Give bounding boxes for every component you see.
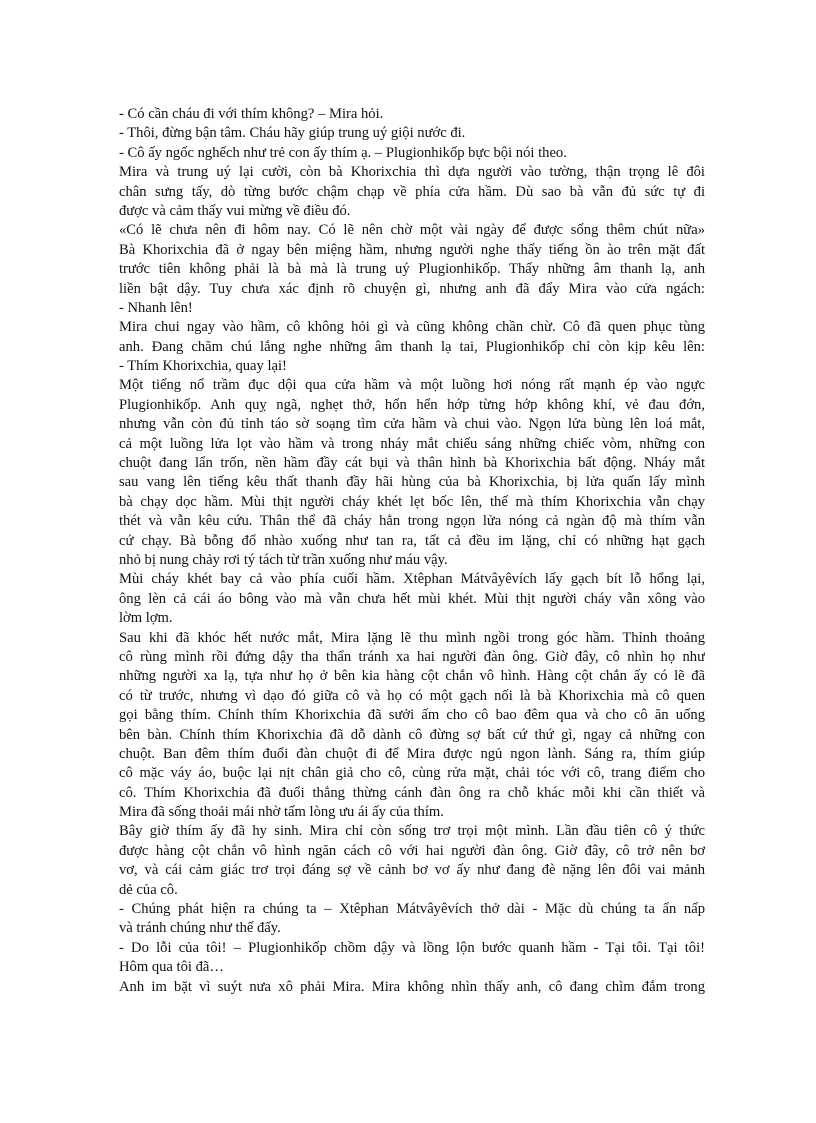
text-line: cả một luồng lửa lọt vào hầm và trong nháy mắt chiếu sáng những chiếc vòm, những con	[119, 435, 705, 452]
text-line: có từ trước, nhưng vì dạo đó giữa cô và họ có một gạch nối là bà Khorixchia mà cô quen	[119, 687, 705, 704]
text-line: lờm lợm.	[119, 610, 173, 627]
text-line: - Có cần cháu đi với thím không? – Mira hỏi.	[119, 106, 384, 122]
text-line: Hôm qua tôi đã…	[119, 959, 224, 976]
text-line: nhỏ bị nung chảy rơi tý tách từ trần xuống như máu vậy.	[119, 551, 448, 568]
text-line: - Cô ấy ngốc nghếch như trẻ con ấy thím ạ. – Plugionhikốp bực bội nói theo.	[119, 144, 567, 161]
text-line: cô rùng mình rồi đứng dậy tha thẩn tránh xa hai người đàn ông. Giờ đây, cô nhìn họ như	[119, 648, 705, 665]
text-line: Bây giờ thím ấy đã hy sinh. Mira chỉ còn sống trơ trọi một mình. Lần đầu tiên cô ý thức	[119, 823, 705, 840]
text-line: vơ, và cái cảm giác trơ trọi đáng sợ về cảnh bơ vơ ấy như đang đè nặng lên đôi vai mảnh	[119, 862, 705, 879]
text-line: chuột đang lẩn trốn, nền hầm đầy cát bụi và thân hình bà Khorixchia bất động. Nháy mắt	[119, 455, 705, 472]
text-line: Mira và trung uý lại cười, còn bà Khorixchia thì dựa người vào tường, thận trọng lê đôi	[119, 164, 705, 181]
text-line: - Nhanh lên!	[119, 299, 193, 316]
text-line: thét và vẫn kêu cứu. Thân thể đã cháy hẳn trong ngọn lửa nóng cả ngàn độ mà thím vẫn	[119, 513, 705, 530]
text-line: được hàng cột chắn vô hình ngăn cách cô với hai người đàn ông. Giờ đây, cô trở nên bơ	[119, 842, 705, 859]
text-line: Plugionhikốp. Anh quỵ ngã, nghẹt thở, hổn hển hớp từng hớp không khí, vẻ đau đớn,	[119, 396, 705, 413]
text-line: Một tiếng nổ trầm đục dội qua cửa hầm và một luồng hơi nóng rất mạnh ép vào ngực	[119, 377, 705, 394]
text-line: và tránh chúng như thế đấy.	[119, 920, 281, 937]
text-line: gọi bằng thím. Chính thím Khorixchia đã sưởi ấm cho cô bao đêm qua và cho cô ăn uống	[119, 707, 705, 724]
text-line: anh. Đang chăm chú lắng nghe những âm thanh lạ tai, Plugionhikốp chỉ còn kịp kêu lên:	[119, 338, 705, 355]
text-line: - Do lỗi của tôi! – Plugionhikốp chồm dậy và lồng lộn bước quanh hầm - Tại tôi. Tại tôi!	[119, 939, 705, 956]
document-body	[119, 105, 705, 997]
text-line: bà chạy dọc hầm. Mùi thịt người cháy khét lẹt bốc lên, thế mà thím Khorixchia vẫn chạy	[119, 493, 705, 510]
text-line: được và cảm thấy vui mừng về điều đó.	[119, 202, 351, 219]
text-line: - Chúng phát hiện ra chúng ta – Xtêphan Mátvâyêvích thở dài - Mặc dù chúng ta ẩn nấp	[119, 901, 705, 918]
text-line: chuột. Ban đêm thím đuổi đàn chuột đi để Mira được ngủ ngon lành. Sáng ra, thím giúp	[119, 745, 705, 762]
text-line: nhưng vẫn còn đủ tỉnh táo sờ soạng tìm cửa hầm và chui vào. Ngọn lửa bùng lên loá mắt,	[119, 416, 705, 433]
text-line: dẻ của cô.	[119, 881, 178, 898]
text-line: Sau khi đã khóc hết nước mắt, Mira lặng lẽ thu mình ngồi trong góc hầm. Thỉnh thoảng	[119, 629, 705, 646]
text-line: trước tiên không phải là bà mà là trung uý Plugionhikốp. Thấy những âm thanh lạ, anh	[119, 261, 705, 278]
text-line: Mùi cháy khét bay cả vào phía cuối hầm. Xtêphan Mátvâyêvích lấy gạch bít lỗ hổng lại,	[119, 571, 705, 588]
text-line: sau vang lên tiếng kêu thất thanh đầy hãi hùng của bà Khorixchia, bị lửa quấn lấy mình	[119, 474, 705, 491]
text-line: chân sưng tấy, dò từng bước chậm chạp về phía cửa hầm. Dù sao bà vẫn đủ sức tự đi	[119, 183, 705, 200]
text-line: cô mặc váy áo, buộc lại nịt chân giả cho cô, cùng rửa mặt, chải tóc với cô, trang điểm cho	[119, 765, 705, 782]
text-line: cô. Thím Khorixchia đã đuổi thẳng thừng cánh đàn ông ra chỗ khác mỗi khi cần thiết và	[119, 784, 705, 801]
text-line: những người xa lạ, tựa như họ ở bên kia hàng cột chắn vô hình. Hàng cột chắn ấy có lẽ đã	[119, 668, 705, 685]
text-line: Anh im bặt vì suýt nưa xô phải Mira. Mira không nhìn thấy anh, cô đang chìm đắm trong	[119, 978, 705, 995]
text-line: - Thím Khorixchia, quay lại!	[119, 358, 287, 375]
text-line: bên bàn. Chính thím Khorixchia đã dỗ dành cô đừng sợ bất cứ thứ gì, ngay cả những con	[119, 726, 705, 743]
text-line: Bà Khorixchia đã ở ngay bên miệng hầm, nhưng người nghe thấy tiếng ồn ào trên mặt đất	[119, 241, 705, 258]
text-line: - Thôi, đừng bận tâm. Cháu hãy giúp trung uý giội nước đi.	[119, 125, 466, 142]
text-line: «Có lẽ chưa nên đi hôm nay. Có lẽ nên chờ một vài ngày để được sống thêm chút nữa»	[119, 222, 705, 239]
text-line: Mira đã sống thoải mái nhờ tấm lòng ưu ái ấy của thím.	[119, 804, 444, 821]
text-line: Mira chui ngay vào hầm, cô không hỏi gì và cũng không chần chừ. Cô đã quen phục tùng	[119, 319, 705, 336]
text-line: ông lèn cả cái áo bông vào mà vẫn chưa hết mùi khét. Mùi thịt người cháy vẫn xông vào	[119, 590, 705, 607]
text-line: liền bật dậy. Tuy chưa xác định rõ chuyện gì, nhưng anh đã đẩy Mira vào cửa ngách:	[119, 280, 705, 297]
text-line: cứ chạy. Bà bỗng đổ nhào xuống như tan ra, tất cả đều im lặng, chỉ có những hạt gạch	[119, 532, 705, 549]
